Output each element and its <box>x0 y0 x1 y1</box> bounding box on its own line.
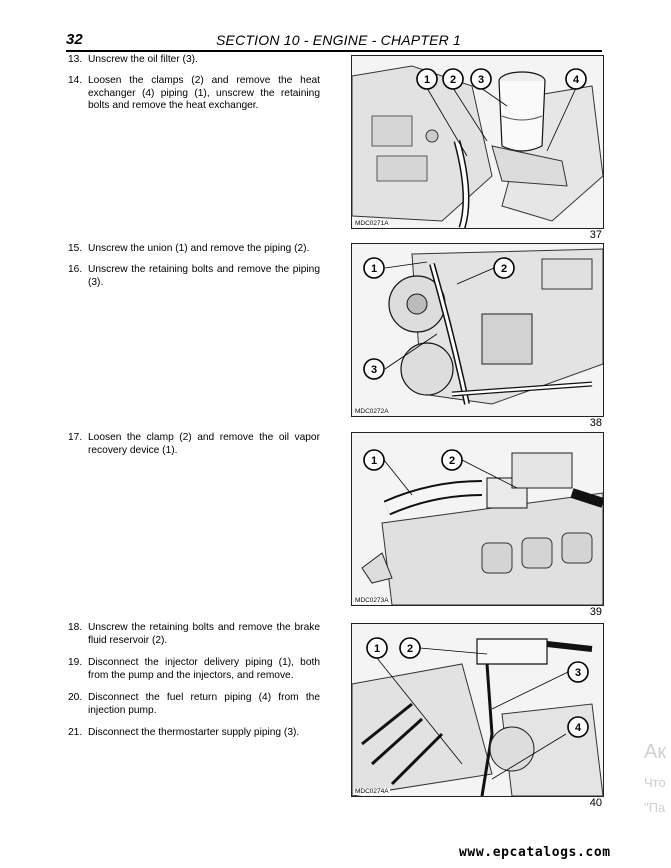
figure-39 <box>351 432 604 606</box>
step-text: Unscrew the retaining bolts and remove the piping (3). <box>88 264 320 288</box>
step-number: 14. <box>68 75 83 86</box>
overlay-text-1: Ак <box>644 741 667 763</box>
step-text: Disconnect the injector delivery piping (1), both from the pump and the injectors, and remove. <box>88 657 320 681</box>
callout-4-label: 4 <box>574 722 582 734</box>
callout-2-label: 2 <box>448 455 456 467</box>
step-16 <box>68 264 320 289</box>
step-19 <box>68 657 320 682</box>
callout-2-label: 2 <box>406 643 414 655</box>
figure-38-drawing <box>352 244 603 416</box>
step-number: 19. <box>68 657 83 668</box>
step-number: 18. <box>68 622 83 633</box>
callout-3-label: 3 <box>477 74 485 86</box>
step-21 <box>68 727 320 740</box>
step-text: Unscrew the retaining bolts and remove the brake fluid reservoir (2). <box>88 622 320 646</box>
watermark: www.epcatalogs.com <box>459 845 611 860</box>
step-text: Disconnect the thermostarter supply piping (3). <box>88 727 300 738</box>
step-13 <box>68 54 320 67</box>
step-20 <box>68 692 320 717</box>
step-14 <box>68 75 320 113</box>
step-text: Loosen the clamp (2) and remove the oil vapor recovery device (1). <box>88 432 320 456</box>
figure-code: MDC0271A <box>355 220 389 227</box>
callout-1-label: 1 <box>370 263 378 275</box>
section-title: SECTION 10 - ENGINE - CHAPTER 1 <box>216 32 462 48</box>
step-number: 15. <box>68 243 83 254</box>
figure-40-drawing <box>352 624 603 796</box>
step-number: 13. <box>68 54 83 65</box>
figure-37-drawing <box>352 56 603 228</box>
overlay-text-3: "Па <box>644 800 666 815</box>
overlay-text-2: Что <box>644 775 666 790</box>
page-number: 32 <box>66 31 83 48</box>
step-text: Unscrew the union (1) and remove the piping (2). <box>88 243 310 254</box>
step-text: Loosen the clamps (2) and remove the heat exchanger (4) piping (1), unscrew the retaining bolts and remove the heat exchanger. <box>88 75 320 112</box>
figure-37 <box>351 55 604 229</box>
step-number: 20. <box>68 692 83 703</box>
step-text: Disconnect the fuel return piping (4) from the injection pump. <box>88 692 320 716</box>
step-17 <box>68 432 320 457</box>
figure-39-drawing <box>352 433 603 605</box>
figure-40 <box>351 623 604 797</box>
step-18 <box>68 622 320 647</box>
figure-code: MDC0272A <box>355 408 389 415</box>
page-header <box>66 31 602 53</box>
step-number: 16. <box>68 264 83 275</box>
step-15 <box>68 243 320 256</box>
callout-1-label: 1 <box>373 643 381 655</box>
callout-3-label: 3 <box>574 667 582 679</box>
callout-1-label: 1 <box>423 74 431 86</box>
step-number: 17. <box>68 432 83 443</box>
callout-2-label: 2 <box>449 74 457 86</box>
callout-2-label: 2 <box>500 263 508 275</box>
step-text: Unscrew the oil filter (3). <box>88 54 198 65</box>
callout-3-label: 3 <box>370 364 378 376</box>
figure-number-38: 38 <box>589 417 602 429</box>
figure-code: MDC0274A <box>355 788 389 795</box>
callout-1-label: 1 <box>370 455 378 467</box>
figure-number-39: 39 <box>589 606 602 618</box>
step-number: 21. <box>68 727 83 738</box>
figure-38 <box>351 243 604 417</box>
callout-4-label: 4 <box>572 74 580 86</box>
figure-code: MDC0273A <box>355 597 389 604</box>
header-rule <box>66 50 602 52</box>
figure-number-37: 37 <box>589 229 602 241</box>
figure-number-40: 40 <box>589 797 602 809</box>
